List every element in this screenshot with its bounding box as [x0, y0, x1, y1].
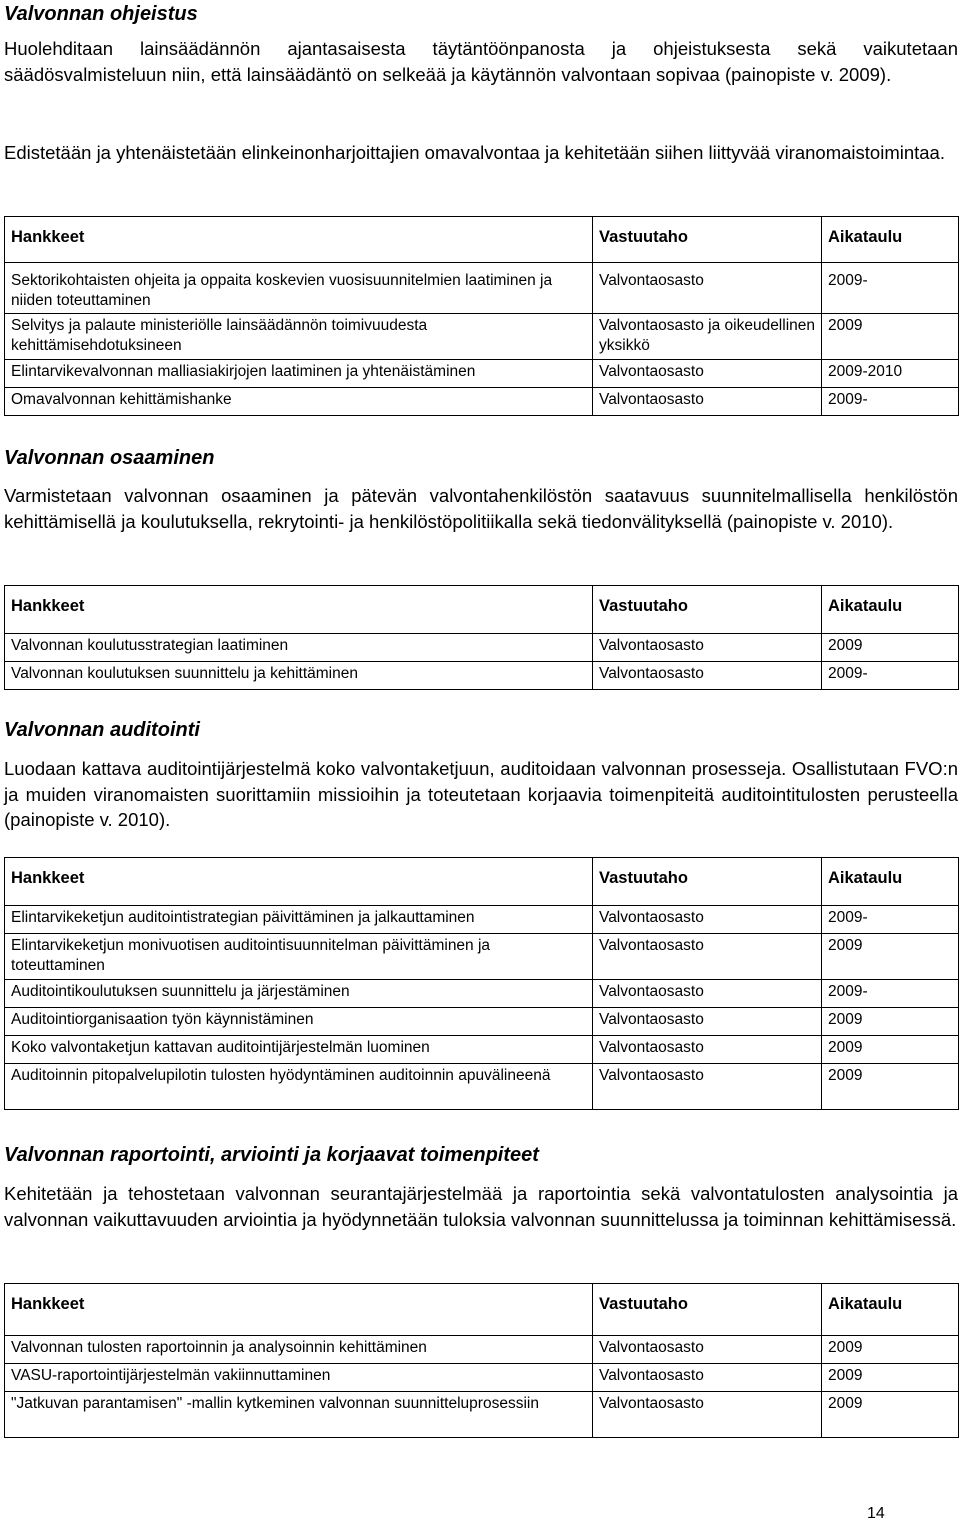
table-cell: 2009: [822, 934, 959, 980]
table-row: [5, 906, 959, 934]
table-row: [5, 1392, 959, 1438]
section-heading: Valvonnan ohjeistus: [4, 3, 198, 25]
header-cell: Aikataulu: [822, 1284, 959, 1336]
table-row: [5, 360, 959, 388]
table-cell: Auditoinnin pitopalvelupilotin tulosten hyödyntäminen auditoinnin apuvälineenä: [5, 1064, 593, 1110]
table-row: [5, 388, 959, 416]
table-cell: Valvontaosasto: [593, 1064, 822, 1110]
table-cell: Elintarvikeketjun auditointistrategian päivittäminen ja jalkauttaminen: [5, 906, 593, 934]
table-cell: Valvontaosasto: [593, 1008, 822, 1036]
projects-table: [4, 857, 959, 1110]
table-cell: VASU-raportointijärjestelmän vakiinnuttaminen: [5, 1364, 593, 1392]
projects-table: [4, 216, 959, 416]
header-cell: Aikataulu: [822, 586, 959, 634]
table-cell: Valvontaosasto: [593, 1364, 822, 1392]
table-cell: Elintarvikeketjun monivuotisen auditointisuunnitelman päivittäminen ja toteuttaminen: [5, 934, 593, 980]
table-cell: Valvontaosasto: [593, 1336, 822, 1364]
table-header-row: [5, 1284, 959, 1336]
table-cell: 2009-: [822, 906, 959, 934]
table-cell: 2009-: [822, 662, 959, 690]
table-cell: Valvontaosasto: [593, 980, 822, 1008]
header-cell: Vastuutaho: [593, 586, 822, 634]
table-cell: Valvonnan koulutusstrategian laatiminen: [5, 634, 593, 662]
table-row: [5, 934, 959, 980]
table-cell: 2009: [822, 1392, 959, 1438]
table-cell: Selvitys ja palaute ministeriölle lainsäädännön toimivuudesta kehittämisehdotuksineen: [5, 314, 593, 360]
page-number: 14: [867, 1505, 885, 1522]
table-cell: Valvontaosasto: [593, 634, 822, 662]
header-cell: Vastuutaho: [593, 217, 822, 263]
projects-table: [4, 585, 959, 690]
projects-table: [4, 1283, 959, 1438]
table-cell: 2009: [822, 1036, 959, 1064]
table-row: [5, 1036, 959, 1064]
table-cell: Valvontaosasto: [593, 934, 822, 980]
table-row: [5, 314, 959, 360]
table-row: [5, 634, 959, 662]
table-row: [5, 1364, 959, 1392]
header-cell: Hankkeet: [5, 217, 593, 263]
table-cell: Valvontaosasto: [593, 1392, 822, 1438]
table-cell: 2009-: [822, 263, 959, 314]
section-paragraph: Edistetään ja yhtenäistetään elinkeinonharjoittajien omavalvontaa ja kehitetään siihen liittyvää viranomaistoimintaa.: [4, 142, 945, 163]
header-cell: Aikataulu: [822, 217, 959, 263]
header-cell: Hankkeet: [5, 858, 593, 906]
header-cell: Vastuutaho: [593, 1284, 822, 1336]
table-cell: 2009: [822, 1008, 959, 1036]
table-row: [5, 662, 959, 690]
section-paragraph: Varmistetaan valvonnan osaaminen ja pätevän valvontahenkilöstön saatavuus suunnitelmallisella henkilöstön kehittämisellä ja koulutuksella, rekrytointi- ja henkilöstöpolitiikalla sekä tiedonvälityksellä (painopiste v. 2010).: [4, 485, 958, 532]
table-header-row: [5, 586, 959, 634]
table-cell: Auditointikoulutuksen suunnittelu ja järjestäminen: [5, 980, 593, 1008]
table-row: [5, 1064, 959, 1110]
table-row: [5, 980, 959, 1008]
table-cell: Valvonnan tulosten raportoinnin ja analysoinnin kehittäminen: [5, 1336, 593, 1364]
table-cell: Omavalvonnan kehittämishanke: [5, 388, 593, 416]
header-cell: Vastuutaho: [593, 858, 822, 906]
table-cell: 2009-2010: [822, 360, 959, 388]
table-cell: "Jatkuvan parantamisen" -mallin kytkeminen valvonnan suunnitteluprosessiin: [5, 1392, 593, 1438]
table-cell: 2009: [822, 1064, 959, 1110]
table-header-row: [5, 217, 959, 263]
section-paragraph: Huolehditaan lainsäädännön ajantasaisesta täytäntöönpanosta ja ohjeistuksesta sekä vaikutetaan säädösvalmisteluun niin, että lainsäädäntö on selkeää ja käytännön valvontaan sopivaa (painopiste v. 2009).: [4, 38, 958, 85]
table-cell: Valvontaosasto: [593, 906, 822, 934]
table-cell: 2009: [822, 634, 959, 662]
table-cell: Valvontaosasto: [593, 360, 822, 388]
section-heading: Valvonnan raportointi, arviointi ja korjaavat toimenpiteet: [4, 1144, 539, 1166]
section-paragraph: Kehitetään ja tehostetaan valvonnan seurantajärjestelmää ja raportointia sekä valvontatulosten analysointia ja valvonnan vaikuttavuuden arviointia ja hyödynnetään tuloksia valvonnan suunnittelussa ja toiminnan kehittämisessä.: [4, 1183, 958, 1230]
header-cell: Aikataulu: [822, 858, 959, 906]
table-cell: Valvontaosasto ja oikeudellinen yksikkö: [593, 314, 822, 360]
table-cell: 2009-: [822, 388, 959, 416]
table-row: [5, 1336, 959, 1364]
table-cell: Valvonnan koulutuksen suunnittelu ja kehittäminen: [5, 662, 593, 690]
table-header-row: [5, 858, 959, 906]
table-cell: Elintarvikevalvonnan malliasiakirjojen laatiminen ja yhtenäistäminen: [5, 360, 593, 388]
table-cell: Sektorikohtaisten ohjeita ja oppaita koskevien vuosisuunnitelmien laatiminen ja niiden toteuttaminen: [5, 263, 593, 314]
section-heading: Valvonnan auditointi: [4, 719, 200, 741]
table-cell: 2009: [822, 1336, 959, 1364]
table-cell: Valvontaosasto: [593, 662, 822, 690]
table-cell: Valvontaosasto: [593, 388, 822, 416]
table-cell: 2009: [822, 1364, 959, 1392]
table-row: [5, 1008, 959, 1036]
table-cell: Koko valvontaketjun kattavan auditointijärjestelmän luominen: [5, 1036, 593, 1064]
header-cell: Hankkeet: [5, 586, 593, 634]
section-paragraph: Luodaan kattava auditointijärjestelmä koko valvontaketjuun, auditoidaan valvonnan prosesseja. Osallistutaan FVO:n ja muiden viranomaisten suorittamiin missioihin ja toteutetaan korjaavia toimenpiteitä auditointitulosten perusteella (painopiste v. 2010).: [4, 758, 958, 830]
table-cell: Auditointiorganisaation työn käynnistäminen: [5, 1008, 593, 1036]
table-cell: Valvontaosasto: [593, 1036, 822, 1064]
table-cell: Valvontaosasto: [593, 263, 822, 314]
table-cell: 2009: [822, 314, 959, 360]
section-heading: Valvonnan osaaminen: [4, 447, 215, 469]
table-row: [5, 263, 959, 314]
header-cell: Hankkeet: [5, 1284, 593, 1336]
table-cell: 2009-: [822, 980, 959, 1008]
